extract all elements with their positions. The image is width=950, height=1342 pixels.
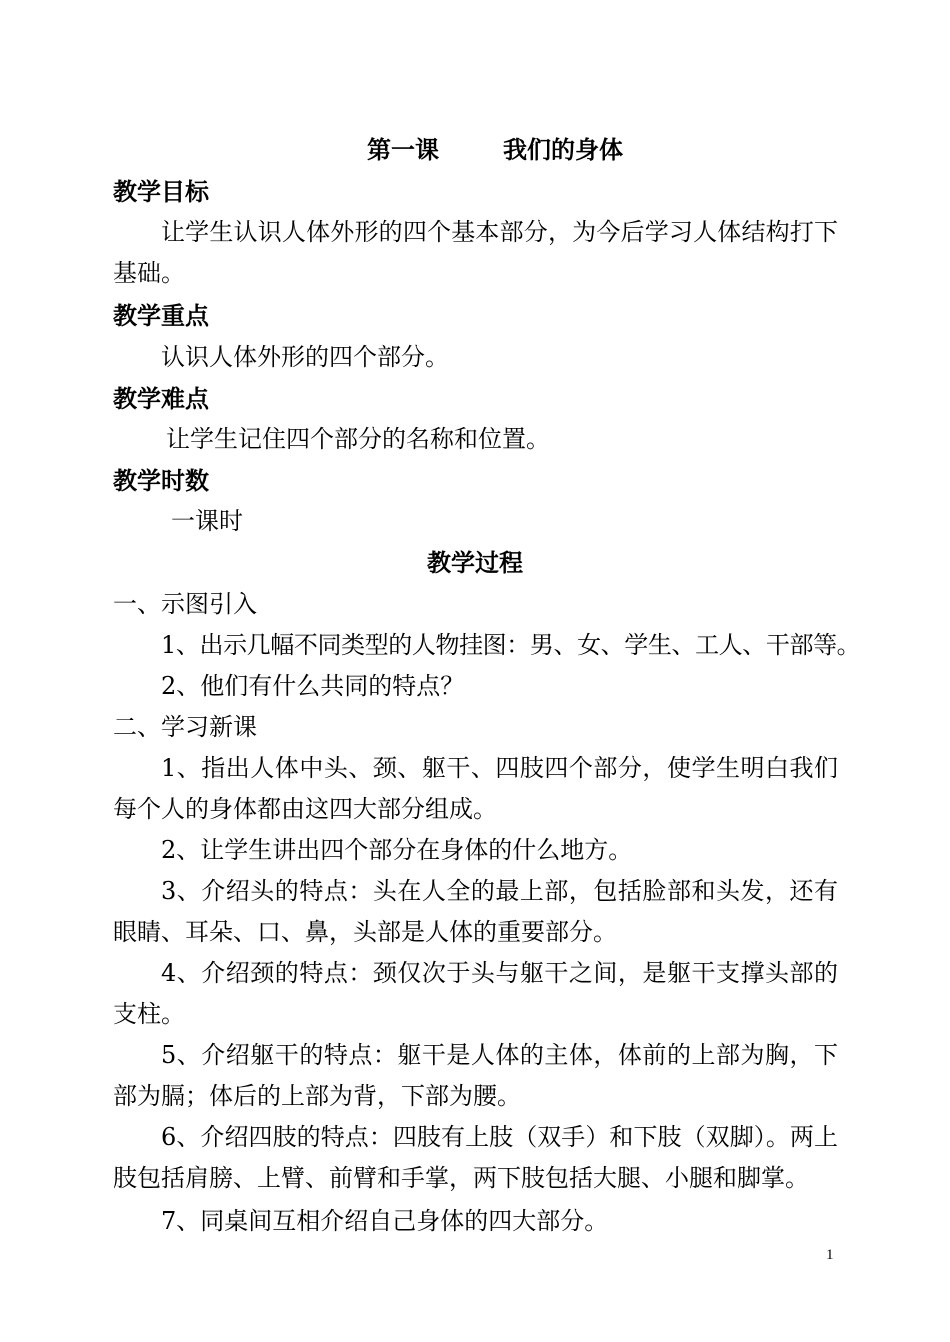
lesson-number: 第一课 bbox=[367, 136, 439, 164]
process-heading: 教学过程 bbox=[427, 549, 523, 577]
difficulty-body: 让学生记住四个部分的名称和位置。 bbox=[166, 425, 550, 453]
part1-item-1: 1、出示几幅不同类型的人物挂图：男、女、学生、工人、干部等。 bbox=[161, 631, 861, 659]
focus-heading: 教学重点 bbox=[113, 302, 209, 330]
part2-heading: 二、学习新课 bbox=[113, 713, 257, 741]
goal-heading: 教学目标 bbox=[113, 178, 209, 206]
hours-heading: 教学时数 bbox=[113, 467, 209, 495]
part2-item-1: 1、指出人体中头、颈、躯干、四肢四个部分，使学生明白我们每个人的身体都由这四大部分组成。 bbox=[113, 754, 838, 823]
part1-item-2: 2、他们有什么共同的特点？ bbox=[161, 672, 465, 700]
page-number: 1 bbox=[826, 1247, 834, 1263]
part2-item-7: 7、同桌间互相介绍自己身体的四大部分。 bbox=[161, 1207, 609, 1235]
part2-item-4: 4、介绍颈的特点：颈仅次于头与躯干之间，是躯干支撑头部的支柱。 bbox=[113, 959, 838, 1028]
part2-item-2: 2、让学生讲出四个部分在身体的什么地方。 bbox=[161, 836, 633, 864]
lesson-name: 我们的身体 bbox=[503, 136, 623, 164]
lesson-title bbox=[0, 132, 950, 168]
hours-body: 一课时 bbox=[171, 507, 243, 535]
part2-item-5: 5、介绍躯干的特点：躯干是人体的主体，体前的上部为胸，下部为膈；体后的上部为背，下部为腰。 bbox=[113, 1041, 838, 1110]
part2-item-3: 3、介绍头的特点：头在人全的最上部，包括脸部和头发，还有眼睛、耳朵、口、鼻，头部是人体的重要部分。 bbox=[113, 877, 838, 946]
difficulty-heading: 教学难点 bbox=[113, 385, 209, 413]
goal-body: 让学生认识人体外形的四个基本部分，为今后学习人体结构打下基础。 bbox=[113, 218, 838, 287]
part1-heading: 一、示图引入 bbox=[113, 590, 257, 618]
focus-body: 认识人体外形的四个部分。 bbox=[161, 343, 449, 371]
part2-item-6: 6、介绍四肢的特点：四肢有上肢（双手）和下肢（双脚）。两上肢包括肩膀、上臂、前臂和手掌，两下肢包括大腿、小腿和脚掌。 bbox=[113, 1123, 838, 1192]
